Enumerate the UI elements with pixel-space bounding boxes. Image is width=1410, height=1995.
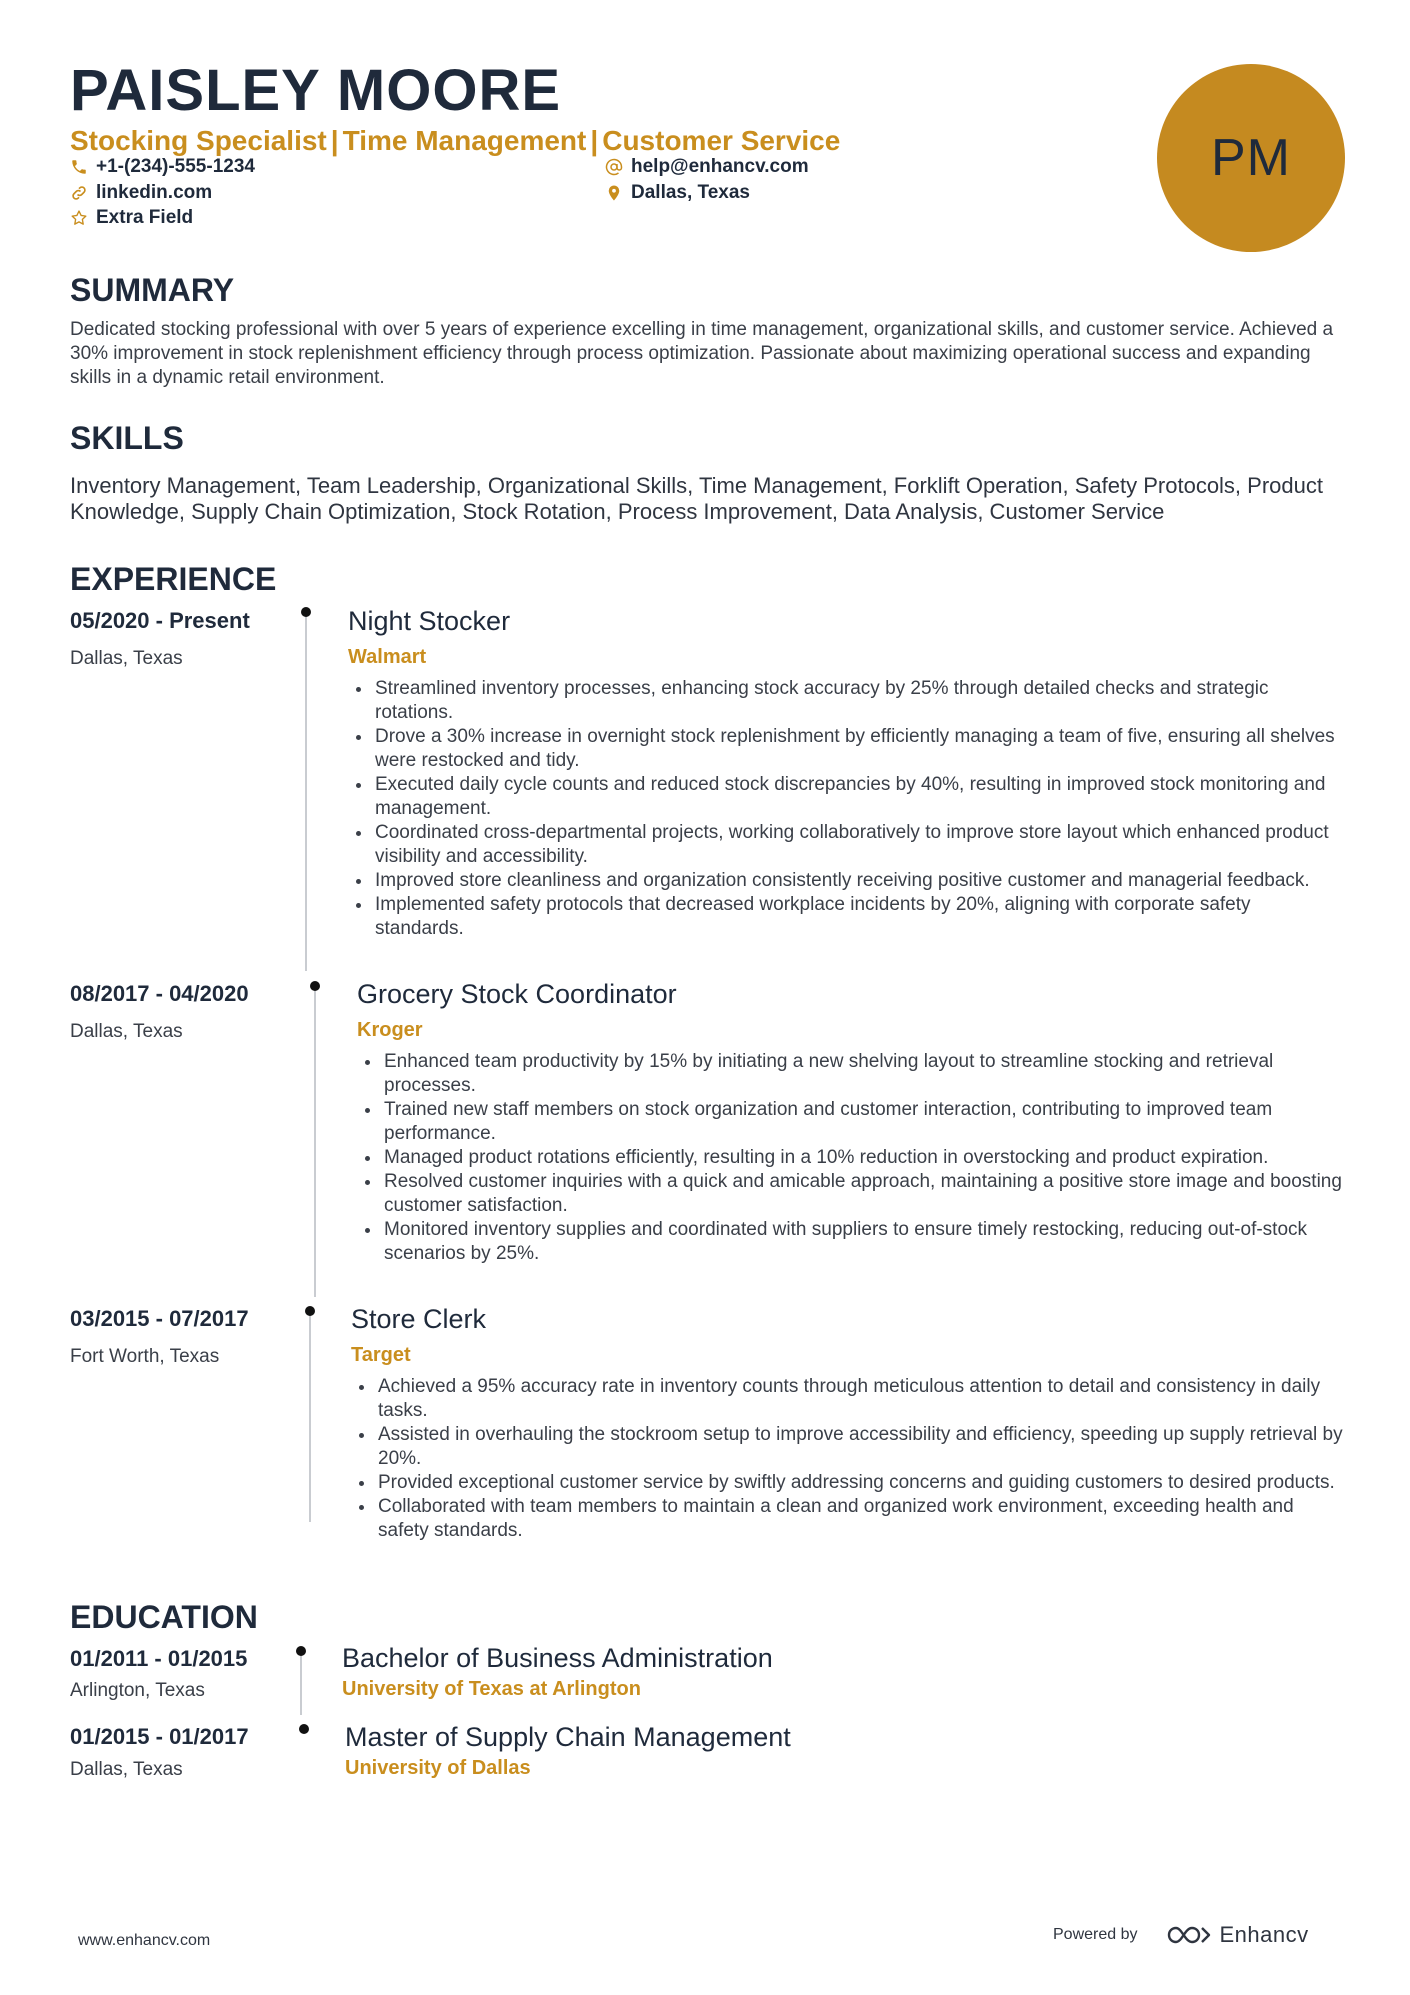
star-icon [70, 209, 88, 227]
education-degree: Master of Supply Chain Management [345, 1722, 791, 1752]
headline [70, 124, 840, 158]
experience-company: Kroger [357, 1019, 423, 1041]
experience-location: Dallas, Texas [70, 1021, 183, 1042]
experience-role: Store Clerk [351, 1304, 487, 1334]
experience-dates: 05/2020 - Present [70, 608, 250, 633]
timeline-dot [310, 981, 320, 991]
contact-email[interactable] [605, 156, 809, 178]
avatar: PM [1157, 64, 1345, 252]
bullet-item: Trained new staff members on stock organization and customer interaction, contributing to improved team performance. [357, 1098, 1342, 1146]
timeline-line [314, 985, 316, 1297]
experience-role: Night Stocker [348, 606, 511, 636]
bullet-item: Coordinated cross-departmental projects, working collaboratively to improve store layout which enhanced product visibility and accessibility. [348, 821, 1338, 869]
bullet-item: Streamlined inventory processes, enhancing stock accuracy by 25% through detailed checks and strategic rotations. [348, 677, 1338, 725]
contact-linkedin[interactable] [70, 182, 212, 204]
map-pin-icon [605, 184, 623, 202]
timeline-line [305, 611, 307, 971]
timeline-dot [301, 607, 311, 617]
brand [1166, 1922, 1309, 1948]
experience-location: Fort Worth, Texas [70, 1346, 220, 1367]
timeline-dot [305, 1306, 315, 1316]
education-location: Arlington, Texas [70, 1680, 205, 1701]
enhancv-logo-icon [1166, 1923, 1212, 1947]
bullet-item: Executed daily cycle counts and reduced stock discrepancies by 40%, resulting in improved stock monitoring and management. [348, 773, 1338, 821]
education-location: Dallas, Texas [70, 1759, 183, 1780]
experience-bullets [357, 1050, 1342, 1266]
experience-bullets [348, 677, 1338, 941]
headline-title: Stocking Specialist [70, 125, 327, 156]
phone-icon [70, 158, 88, 176]
education-school: University of Texas at Arlington [342, 1678, 641, 1700]
bullet-item: Enhanced team productivity by 15% by initiating a new shelving layout to streamline stocking and retrieval processes. [357, 1050, 1342, 1098]
phone-text: +1-(234)-555-1234 [96, 156, 255, 177]
bullet-item: Implemented safety protocols that decreased workplace incidents by 20%, aligning with corporate safety standards. [348, 893, 1338, 941]
bullet-item: Drove a 30% increase in overnight stock replenishment by efficiently managing a team of five, ensuring all shelves were restocked and tidy. [348, 725, 1338, 773]
footer-branding[interactable] [1053, 1922, 1309, 1948]
brand-name: Enhancv [1219, 1922, 1309, 1947]
headline-title: Time Management [342, 125, 587, 156]
extra-field-text: Extra Field [96, 207, 194, 228]
bullet-item: Provided exceptional customer service by swiftly addressing concerns and guiding customers to desired products. [351, 1471, 1346, 1495]
linkedin-text: linkedin.com [96, 182, 213, 203]
skills-text: Inventory Management, Team Leadership, Organizational Skills, Time Management, Forklift Operation, Safety Protocols, Product Knowledge, Supply Chain Optimization, Stock Rotation, Process Improvement, Data Analysis, Customer Service [70, 473, 1323, 524]
headline-separator: | [330, 125, 339, 156]
headline-title: Customer Service [602, 125, 841, 156]
experience-dates: 03/2015 - 07/2017 [70, 1306, 249, 1331]
bullet-item: Monitored inventory supplies and coordinated with suppliers to ensure timely restocking, reducing out-of-stock scenarios by 25%. [357, 1218, 1342, 1266]
contact-location [605, 182, 750, 204]
bullet-item: Assisted in overhauling the stockroom setup to improve accessibility and efficiency, speeding up supply retrieval by 20%. [351, 1423, 1346, 1471]
candidate-name: PAISLEY MOORE [70, 58, 562, 123]
at-icon [605, 158, 623, 176]
footer-website-link[interactable]: www.enhancv.com [78, 1932, 211, 1949]
education-degree: Bachelor of Business Administration [342, 1643, 773, 1673]
bullet-item: Achieved a 95% accuracy rate in inventory counts through meticulous attention to detail and consistency in daily tasks. [351, 1375, 1346, 1423]
bullet-item: Improved store cleanliness and organization consistently receiving positive customer and managerial feedback. [348, 869, 1338, 893]
bullet-item: Managed product rotations efficiently, resulting in a 10% reduction in overstocking and product expiration. [357, 1146, 1342, 1170]
email-text: help@enhancv.com [631, 156, 809, 177]
bullet-item: Collaborated with team members to maintain a clean and organized work environment, exceeding health and safety standards. [351, 1495, 1346, 1543]
timeline-dot [296, 1646, 306, 1656]
experience-dates: 08/2017 - 04/2020 [70, 981, 249, 1006]
location-text: Dallas, Texas [631, 182, 751, 203]
summary-text: Dedicated stocking professional with over 5 years of experience excelling in time management, organizational skills, and customer service. Achieved a 30% improvement in stock replenishment efficiency through process optimization. Passionate about maximizing operational success and expanding skills in a dynamic retail environment. [70, 319, 1334, 388]
education-dates: 01/2015 - 01/2017 [70, 1724, 249, 1749]
powered-by-label: Powered by [1053, 1926, 1138, 1943]
headline-separator: | [590, 125, 599, 156]
experience-role: Grocery Stock Coordinator [357, 979, 677, 1009]
experience-company: Target [351, 1344, 411, 1366]
contact-phone[interactable] [70, 156, 255, 178]
timeline-line [309, 1310, 311, 1522]
skills-heading: SKILLS [70, 420, 184, 456]
contact-extra [70, 207, 193, 229]
education-school: University of Dallas [345, 1757, 531, 1779]
education-heading: EDUCATION [70, 1599, 258, 1635]
experience-heading: EXPERIENCE [70, 561, 277, 597]
timeline-line [300, 1651, 302, 1715]
summary-heading: SUMMARY [70, 272, 235, 308]
timeline-dot [299, 1724, 309, 1734]
experience-location: Dallas, Texas [70, 648, 183, 669]
link-icon [70, 184, 88, 202]
experience-bullets [351, 1375, 1346, 1543]
education-dates: 01/2011 - 01/2015 [70, 1646, 248, 1671]
bullet-item: Resolved customer inquiries with a quick and amicable approach, maintaining a positive store image and boosting customer satisfaction. [357, 1170, 1342, 1218]
experience-company: Walmart [348, 646, 427, 668]
